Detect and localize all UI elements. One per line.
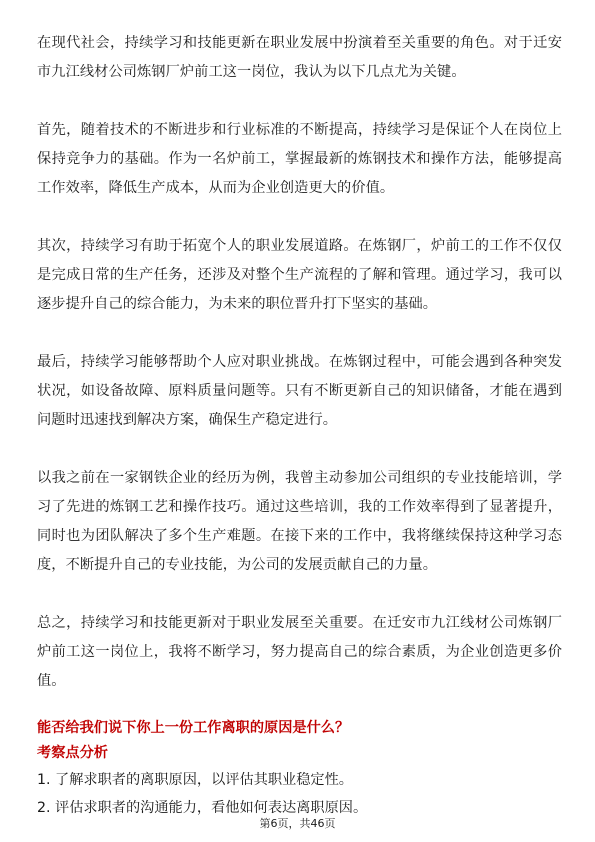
paragraph-first-point: 首先，随着技术的不断进步和行业标准的不断提高，持续学习是保证个人在岗位上保持竞争力的基础。作为一名炉前工，掌握最新的炼钢技术和操作方法，能够提高工作效率，降低生产成本，从而为企业创造更大的价值。 [37,122,562,196]
paragraph-conclusion: 总之，持续学习和技能更新对于职业发展至关重要。在迁安市九江线材公司炼钢厂炉前工这一岗位上，我将不断学习，努力提高自己的综合素质，为企业创造更多价值。 [37,615,562,689]
list-item: 1. 了解求职者的离职原因，以评估其职业稳定性。 [37,772,353,788]
document-body [37,29,562,822]
interview-question: 能否给我们说下你上一份工作离职的原因是什么？ [37,720,350,736]
analysis-heading: 考察点分析 [37,745,108,761]
analysis-list [37,766,562,822]
paragraph-last-point: 最后，持续学习能够帮助个人应对职业挑战。在炼钢过程中，可能会遇到各种突发状况，如设备故障、原料质量问题等。只有不断更新自己的知识储备，才能在遇到问题时迅速找到解决方案，确保生产稳定进行。 [37,354,562,428]
paragraph-intro: 在现代社会，持续学习和技能更新在职业发展中扮演着至关重要的角色。对于迁安市九江线材公司炼钢厂炉前工这一岗位，我认为以下几点尤为关键。 [37,35,562,80]
paragraph-second-point: 其次，持续学习有助于拓宽个人的职业发展道路。在炼钢厂，炉前工的工作不仅仅是完成日常的生产任务，还涉及对整个生产流程的了解和管理。通过学习，我可以逐步提升自己的综合能力，为未来的职位晋升打下坚实的基础。 [37,238,562,312]
page-number-footer: 第6页，共46页 [259,817,336,830]
paragraph-example: 以我之前在一家钢铁企业的经历为例，我曾主动参加公司组织的专业技能培训，学习了先进的炼钢工艺和操作技巧。通过这些培训，我的工作效率得到了显著提升，同时也为团队解决了多个生产难题。在接下来的工作中，我将继续保持这种学习态度，不断提升自己的专业技能，为公司的发展贡献自己的力量。 [37,470,562,573]
list-item: 2. 评估求职者的沟通能力，看他如何表达离职原因。 [37,800,368,816]
